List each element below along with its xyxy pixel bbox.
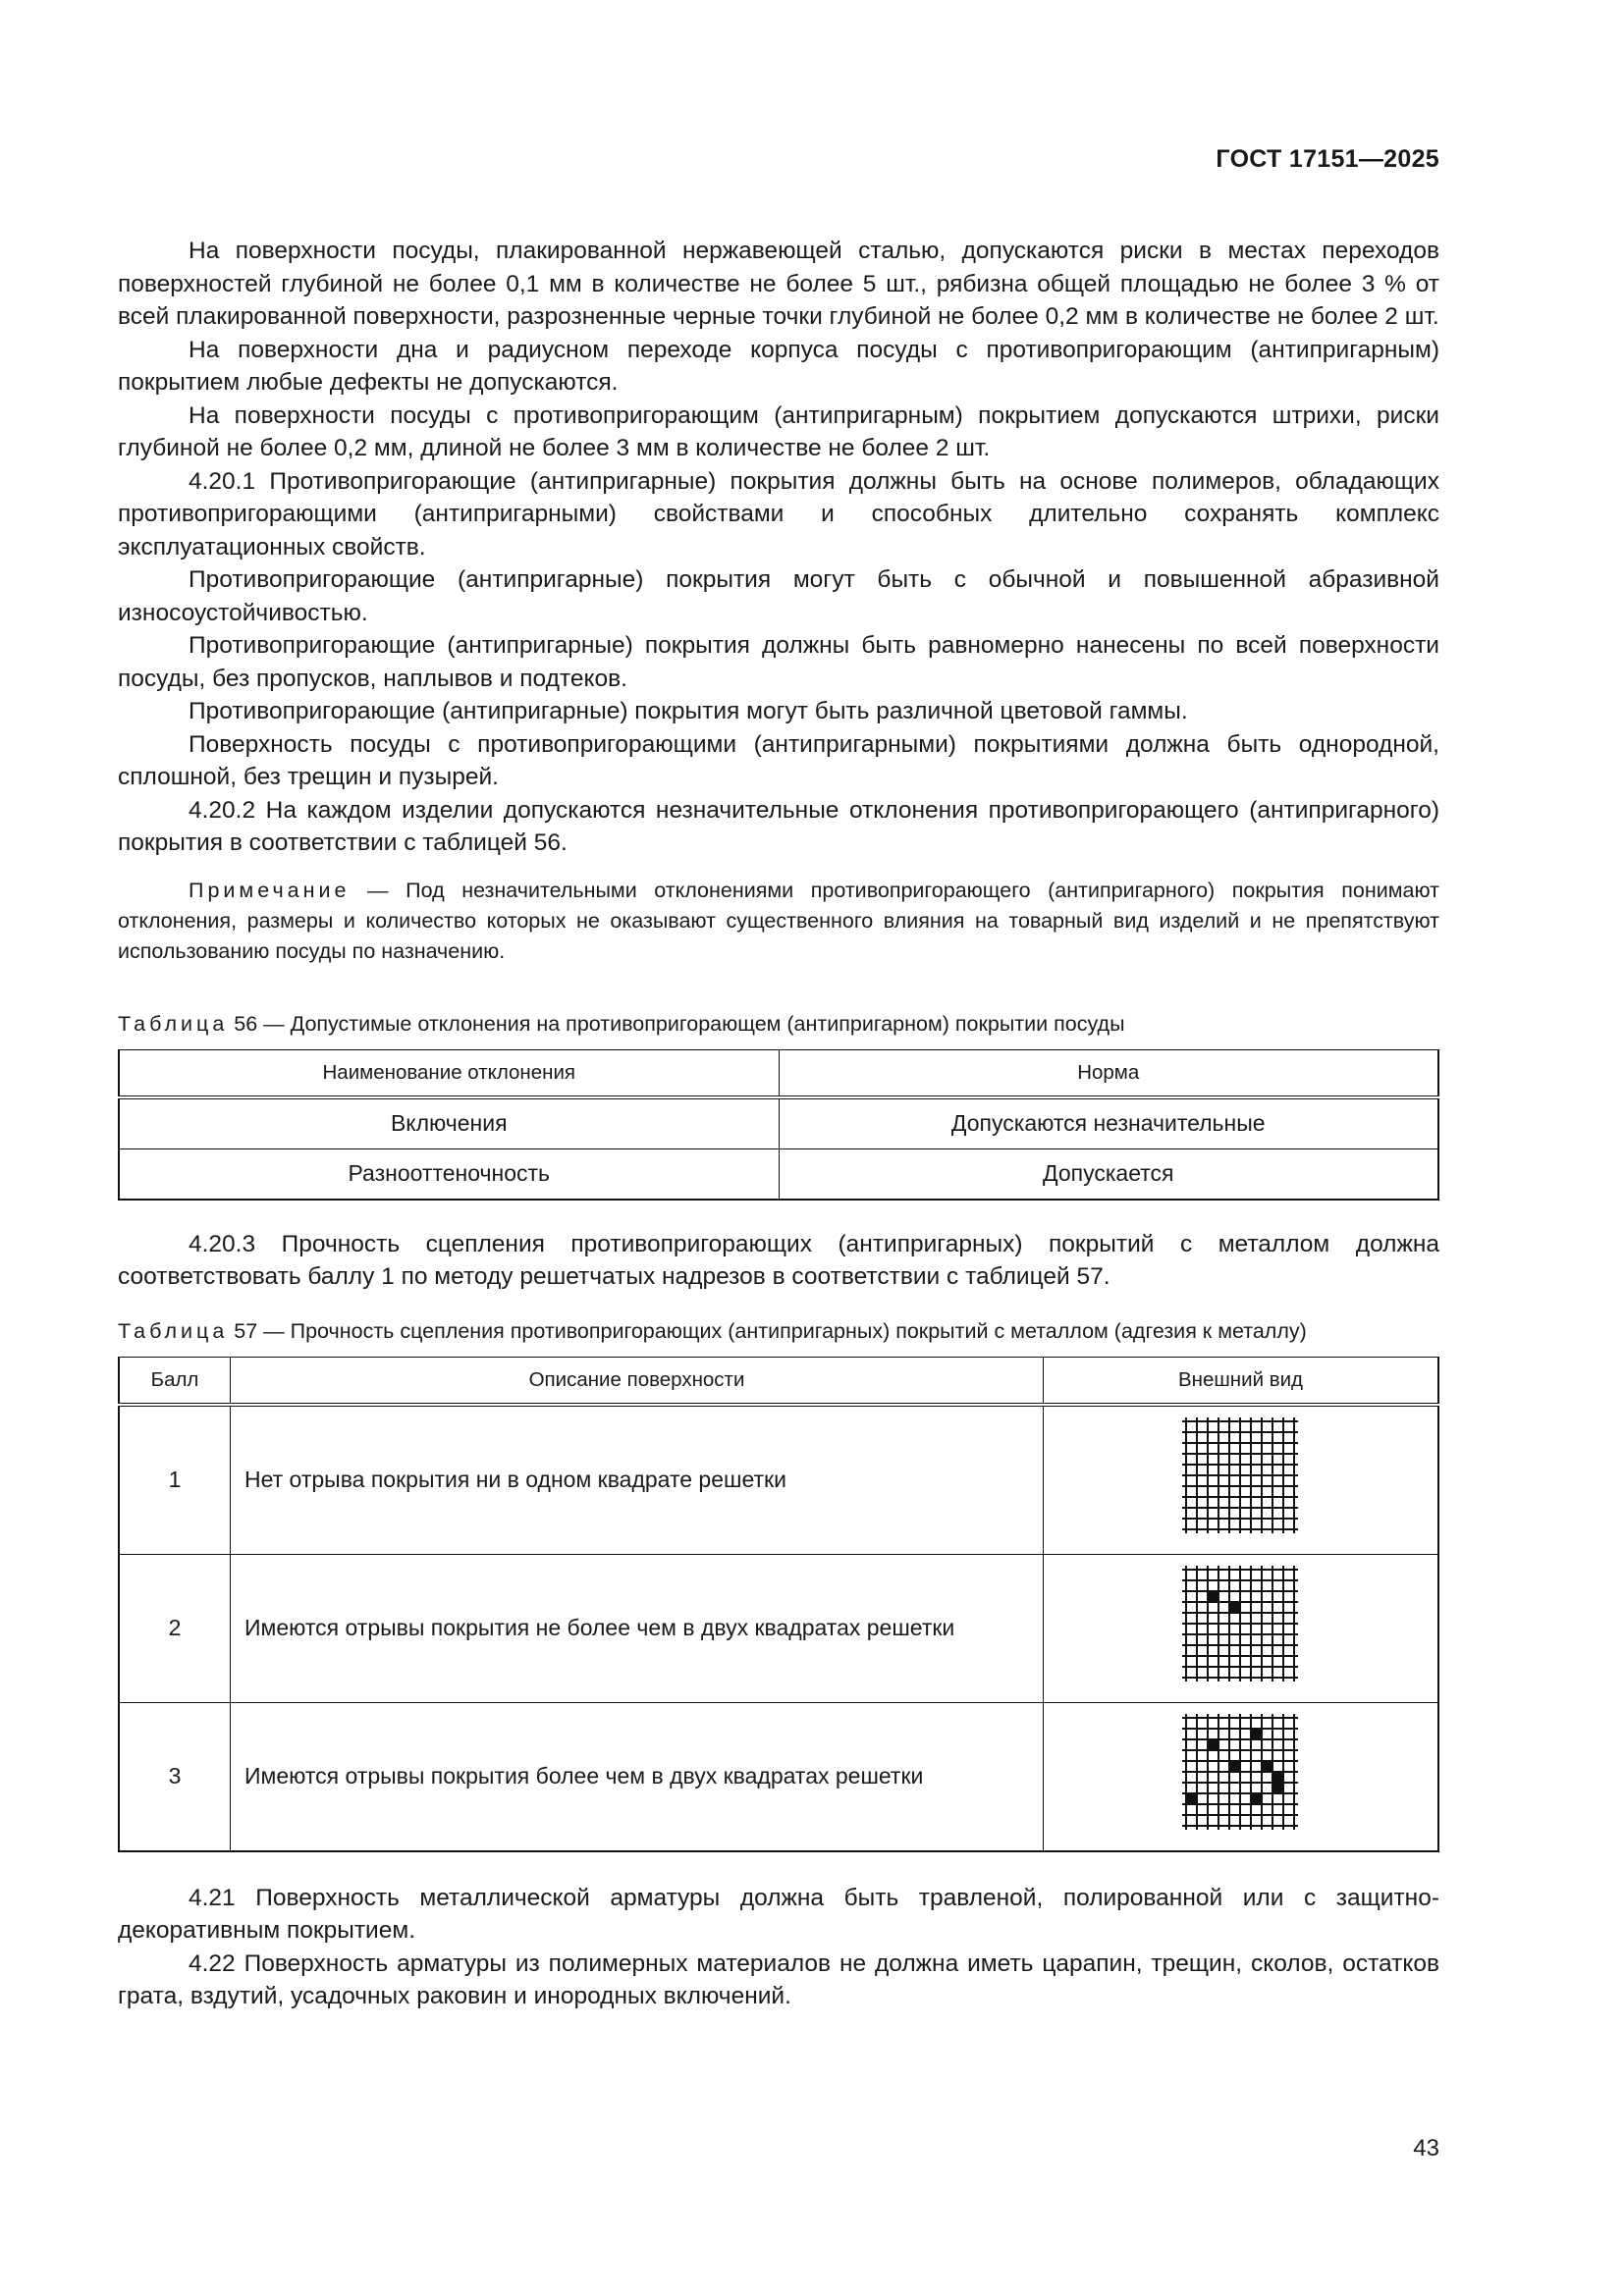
page-number: 43 (1413, 2135, 1439, 2162)
table-caption-text: 56 — Допустимые отклонения на противопригорающем (антипригарном) покрытии посуды (228, 1011, 1125, 1036)
table-cell: Допускаются незначительные (779, 1097, 1438, 1149)
document-page (118, 145, 1439, 2013)
paragraph: На поверхности посуды, плакированной нержавеющей сталью, допускаются риски в местах переходов поверхностей глубиной не более 0,1 мм в количестве не более 5 шт., рябизна общей площадью не более 3 % от всей плакированной поверхности, разрозненные черные точки глубиной не более 0,2 мм в количестве не более 2 шт. (118, 238, 1439, 330)
paragraph: Поверхность посуды с противопригорающими (антипригарными) покрытиями должна быть однородной, сплошной, без трещин и пузырей. (118, 730, 1439, 790)
table-56 (118, 1049, 1439, 1201)
paragraph: 4.20.2 На каждом изделии допускаются незначительные отклонения противопригорающего (антипригарного) покрытия в соответствии с таблицей 56. (118, 796, 1439, 856)
score-cell: 3 (119, 1702, 231, 1851)
score-cell: 1 (119, 1405, 231, 1555)
crosshatch-grid-image (1182, 1566, 1300, 1685)
table-header: Норма (779, 1049, 1438, 1097)
paragraph: Противопригорающие (антипригарные) покрытия могут быть с обычной и повышенной абразивной износоустойчивостью. (118, 566, 1439, 626)
paragraph: Противопригорающие (антипригарные) покрытия могут быть различной цветовой гаммы. (189, 698, 1188, 724)
description-cell: Имеются отрывы покрытия не более чем в двух квадратах решетки (231, 1554, 1044, 1702)
note (118, 876, 1439, 967)
appearance-cell (1044, 1702, 1439, 1851)
table-57 (118, 1357, 1439, 1852)
paragraph: 4.22 Поверхность арматуры из полимерных материалов не должна иметь царапин, трещин, сколов, остатков грата, вздутий, усадочных раковин и инородных включений. (118, 1949, 1439, 2009)
table-row (119, 1702, 1438, 1851)
description-cell: Нет отрыва покрытия ни в одном квадрате решетки (231, 1405, 1044, 1555)
table-header: Описание поверхности (231, 1357, 1044, 1405)
paragraph: 4.21 Поверхность металлической арматуры должна быть травленой, полированной или с защитно-декоративным покрытием. (118, 1884, 1439, 1944)
table-row (119, 1097, 1438, 1149)
table-header: Балл (119, 1357, 231, 1405)
paragraph: На поверхности посуды с противопригорающим (антипригарным) покрытием допускаются штрихи, риски глубиной не более 0,2 мм, длиной не более 3 мм в количестве не более 2 шт. (118, 401, 1439, 461)
table-header: Наименование отклонения (119, 1049, 779, 1097)
document-number: ГОСТ 17151—2025 (1216, 145, 1439, 173)
appearance-cell (1044, 1405, 1439, 1555)
paragraph: 4.20.1 Противопригорающие (антипригарные) покрытия должны быть на основе полимеров, обладающих противопригорающими (антипригарными) свойствами и способных длительно сохранять комплекс эксплуатационных свойств. (118, 467, 1439, 561)
table-56-caption (118, 1010, 1439, 1038)
table-caption-text: 57 — Прочность сцепления противопригорающих (антипригарных) покрытий с металлом (адгезия к металлу) (228, 1318, 1307, 1343)
paragraph: На поверхности дна и радиусном переходе корпуса посуды с противопригорающим (антипригарным) покрытием любые дефекты не допускаются. (118, 336, 1439, 396)
table-header: Внешний вид (1044, 1357, 1439, 1405)
table-cell: Допускается (779, 1148, 1438, 1200)
table-cell: Включения (119, 1097, 779, 1149)
paragraph: 4.20.3 Прочность сцепления противопригорающих (антипригарных) покрытий с металлом должна соответствовать баллу 1 по методу решетчатых надрезов в соответствии с таблицей 57. (118, 1230, 1439, 1290)
table-label: Таблица (118, 1318, 229, 1343)
table-row (119, 1148, 1438, 1200)
table-row (119, 1405, 1438, 1555)
table-57-caption (118, 1317, 1439, 1345)
score-cell: 2 (119, 1554, 231, 1702)
table-cell: Разнооттеночность (119, 1148, 779, 1200)
note-text: — Под незначительными отклонениями противопригорающего (антипригарного) покрытия понимают отклонения, размеры и количество которых не оказывают существенного влияния на товарный вид изделий и не препятствуют использованию посуды по назначению. (118, 878, 1439, 963)
crosshatch-grid-image (1182, 1714, 1300, 1834)
crosshatch-grid-image (1182, 1417, 1300, 1537)
paragraph: Противопригорающие (антипригарные) покрытия должны быть равномерно нанесены по всей поверхности посуды, без пропусков, наплывов и подтеков. (118, 632, 1439, 692)
note-label: Примечание (189, 878, 351, 902)
appearance-cell (1044, 1554, 1439, 1702)
description-cell: Имеются отрывы покрытия более чем в двух квадратах решетки (231, 1702, 1044, 1851)
table-label: Таблица (118, 1011, 229, 1036)
table-row (119, 1554, 1438, 1702)
